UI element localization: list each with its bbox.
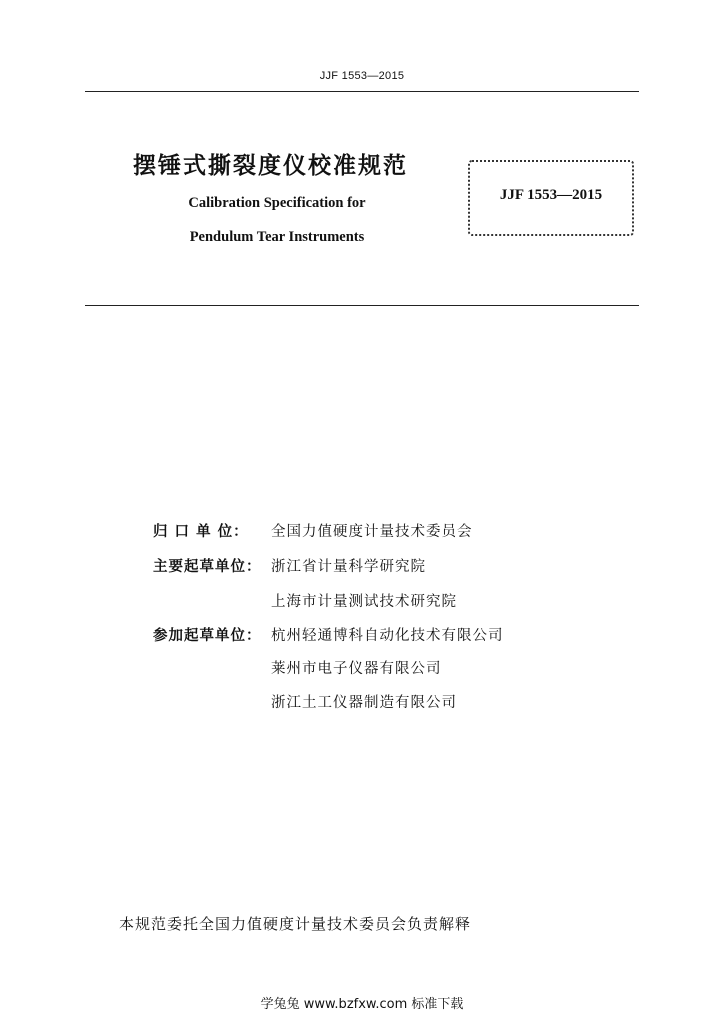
document-title-english-line1: Calibration Specification for xyxy=(188,195,366,211)
responsible-unit-value: 全国力值硬度计量技术委员会 xyxy=(271,524,473,540)
main-drafting-unit: 浙江省计量科学研究院 xyxy=(271,559,426,575)
responsible-unit-label: 归 口 单 位： xyxy=(153,524,249,540)
participating-drafting-unit: 杭州轻通博科自动化技术有限公司 xyxy=(271,628,504,644)
main-drafting-label: 主要起草单位： xyxy=(153,559,262,575)
participating-drafting-unit: 浙江土工仪器制造有限公司 xyxy=(271,695,457,711)
footer-watermark-text: 学兔兔 www.bzfxw.com 标准下载 xyxy=(260,997,464,1012)
standard-code-box-text: JJF 1553—2015 xyxy=(499,186,603,203)
header-divider xyxy=(85,91,639,92)
participating-drafting-label: 参加起草单位： xyxy=(153,628,262,644)
main-drafting-unit: 上海市计量测试技术研究院 xyxy=(271,594,457,610)
header-standard-code: JJF 1553—2015 xyxy=(319,70,405,82)
standard-code-box xyxy=(468,160,634,236)
document-title-english-line2: Pendulum Tear Instruments xyxy=(189,229,365,245)
interpretation-note: 本规范委托全国力值硬度计量技术委员会负责解释 xyxy=(119,915,472,933)
document-title-chinese: 摆锤式撕裂度仪校准规范 xyxy=(133,153,408,179)
title-divider xyxy=(85,305,639,306)
participating-drafting-unit: 莱州市电子仪器有限公司 xyxy=(271,661,442,677)
